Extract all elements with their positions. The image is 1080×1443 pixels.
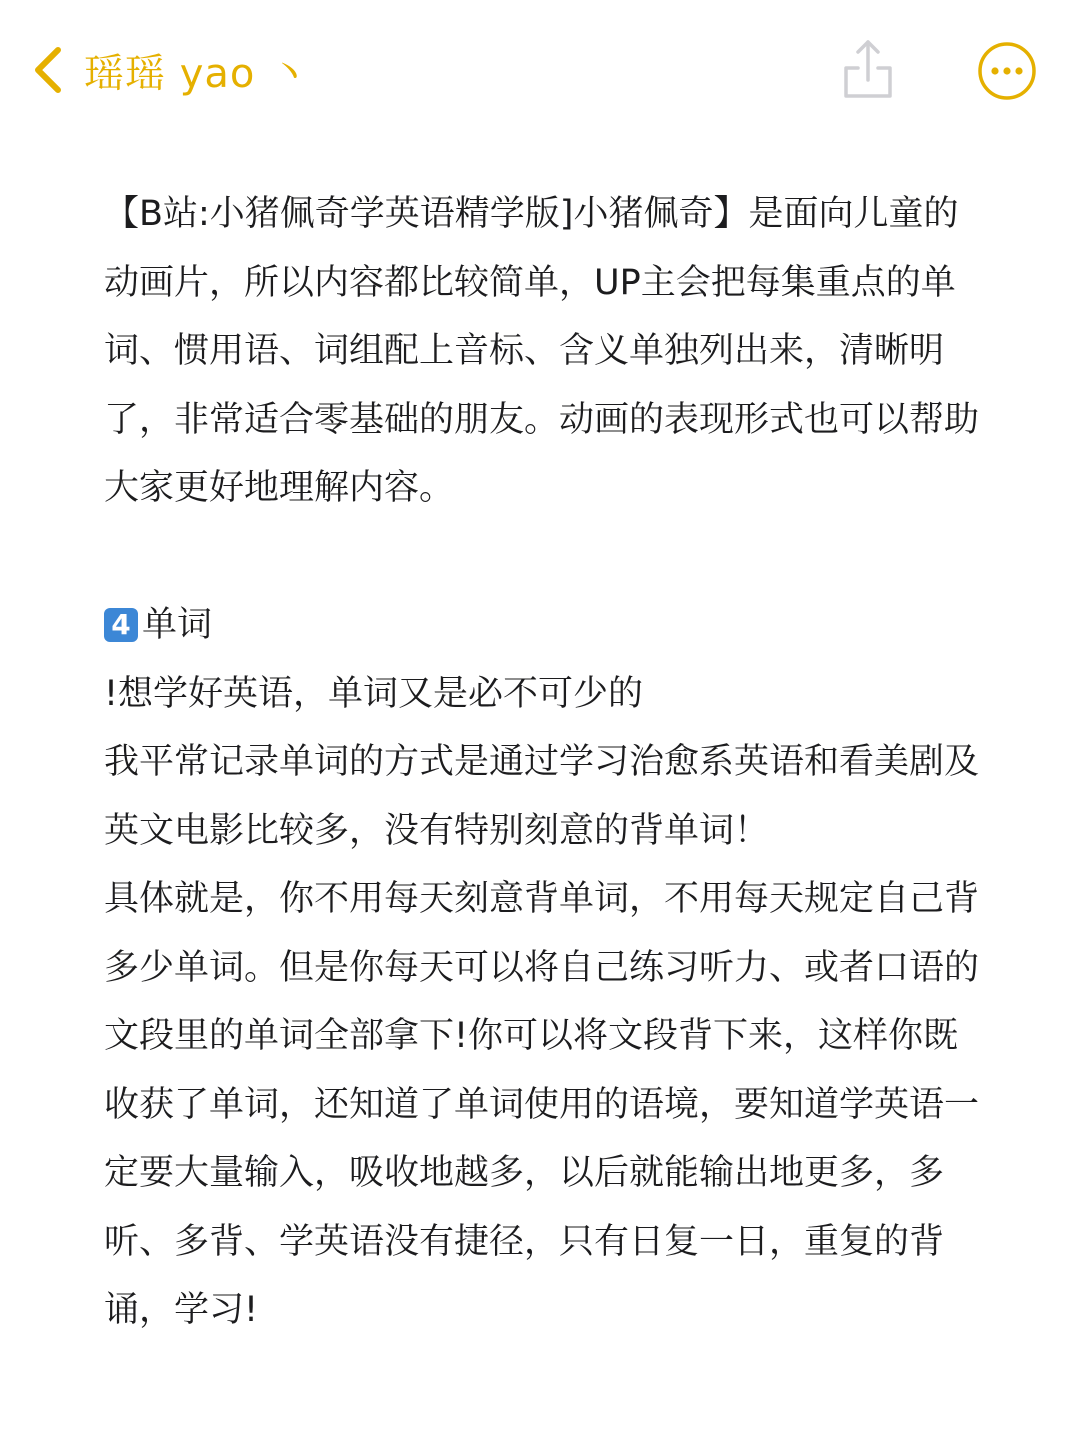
intro-paragraph: 【B站:小猪佩奇学英语精学版]小猪佩奇】是面向儿童的动画片，所以内容都比较简单，UP主会把每集重点的单词、惯用语、词组配上音标、含义单独列出来，清晰明了，非常适合零基础的朋友。动画的表现形式也可以帮助大家更好地理解内容。	[104, 194, 980, 508]
share-button[interactable]	[838, 34, 898, 104]
body-line-3: 具体就是，你不用每天刻意背单词，不用每天规定自己背多少单词。但是你每天可以将自己练习听力、或者口语的文段里的单词全部拿下!你可以将文段背下来，这样你既收获了单词，还知道了单词使用的语境，要知道学英语一定要大量输入，吸收地越多，以后就能输出地更多，多听、多背、学英语没有捷径，只有日复一日，重复的背诵，学习!	[104, 879, 980, 1330]
back-button[interactable]	[28, 36, 310, 104]
back-label: 瑶瑶 yao 丶	[84, 50, 311, 97]
body-line-2: 我平常记录单词的方式是通过学习治愈系英语和看美剧及英文电影比较多，没有特别刻意的背单词！	[104, 742, 980, 851]
note-body	[104, 180, 984, 1345]
keycap-number-icon: 4	[104, 608, 138, 642]
more-button[interactable]	[976, 40, 1038, 102]
spacer	[104, 523, 984, 592]
chevron-left-icon	[28, 40, 68, 100]
share-icon	[838, 34, 898, 104]
more-icon	[976, 40, 1038, 102]
navigation-bar	[0, 0, 1080, 140]
body-line-1: !想学好英语，单词又是必不可少的	[104, 673, 644, 714]
section-title: 单词	[142, 605, 213, 645]
section-heading	[104, 591, 984, 660]
